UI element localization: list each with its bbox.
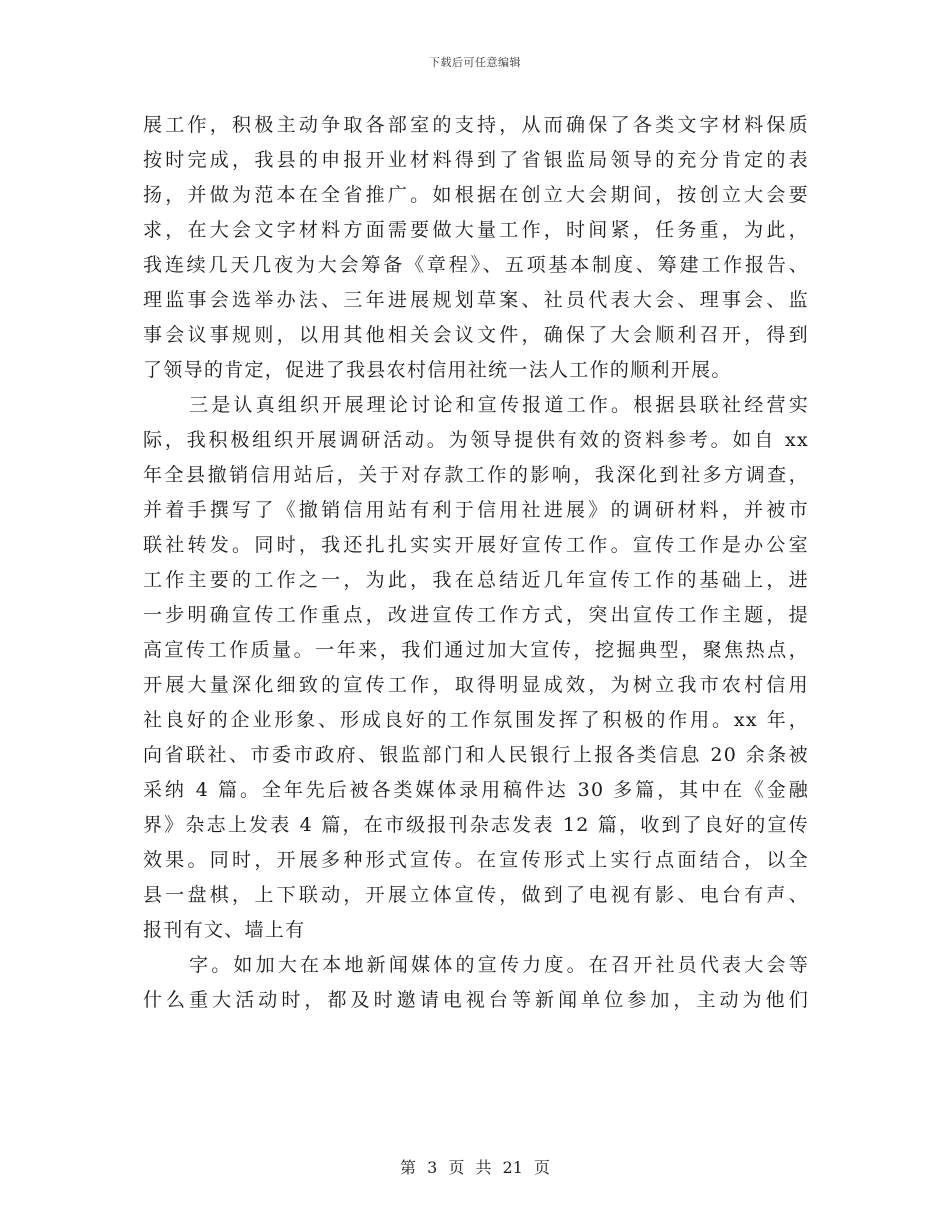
text-line: 年全县撤销信用站后，关于对存款工作的影响，我深化到社多方调查，	[143, 464, 809, 486]
text-line: 向省联社、市委市政府、银监部门和人民银行上报各类信息 20 余条被	[143, 744, 809, 766]
text-line: 高宣传工作质量。一年来，我们通过加大宣传，挖掘典型，聚焦热点，	[143, 639, 809, 661]
text-line: 按时完成，我县的申报开业材料得到了省银监局领导的充分肯定的表	[143, 149, 809, 171]
text-line: 理监事会选举办法、三年进展规划草案、社员代表大会、理事会、监	[143, 289, 809, 311]
paragraph-first-line: 字。如加大在本地新闻媒体的宣传力度。在召开社员代表大会等	[189, 954, 809, 976]
text-line: 并着手撰写了《撤销信用站有利于信用社进展》的调研材料，并被市	[143, 499, 809, 521]
paragraph-first-line: 三是认真组织开展理论讨论和宣传报道工作。根据县联社经营实	[189, 394, 809, 416]
text-line: 报刊有文、墙上有	[143, 919, 306, 941]
text-line: 求，在大会文字材料方面需要做大量工作，时间紧，任务重，为此，	[143, 219, 809, 241]
text-line: 什么重大活动时，都及时邀请电视台等新闻单位参加，主动为他们	[143, 989, 809, 1011]
text-line: 事会议事规则，以用其他相关会议文件，确保了大会顺利召开，得到	[143, 324, 809, 346]
text-line: 联社转发。同时，我还扎扎实实开展好宣传工作。宣传工作是办公室	[143, 534, 809, 556]
text-line: 采纳 4 篇。全年先后被各类媒体录用稿件达 30 多篇，其中在《金融	[143, 779, 809, 801]
text-line: 效果。同时，开展多种形式宣传。在宣传形式上实行点面结合，以全	[143, 849, 809, 871]
text-line: 我连续几天几夜为大会筹备《章程》、五项基本制度、筹建工作报告、	[143, 254, 809, 276]
text-line: 界》杂志上发表 4 篇，在市级报刊杂志发表 12 篇，收到了良好的宣传	[143, 814, 809, 836]
page-number: 第 3 页 共 21 页	[400, 1158, 550, 1177]
text-line: 一步明确宣传工作重点，改进宣传工作方式，突出宣传工作主题，提	[143, 604, 809, 626]
text-line: 了领导的肯定，促进了我县农村信用社统一法人工作的顺利开展。	[143, 359, 732, 381]
text-line: 社良好的企业形象、形成良好的工作氛围发挥了积极的作用。xx 年，	[143, 709, 809, 731]
text-line: 展工作，积极主动争取各部室的支持，从而确保了各类文字材料保质	[143, 114, 809, 136]
text-line: 县一盘棋，上下联动，开展立体宣传，做到了电视有影、电台有声、	[143, 884, 809, 906]
text-line: 开展大量深化细致的宣传工作，取得明显成效，为树立我市农村信用	[143, 674, 809, 696]
text-line: 际，我积极组织开展调研活动。为领导提供有效的资料参考。如自 xx	[143, 429, 809, 451]
text-line: 扬，并做为范本在全省推广。如根据在创立大会期间，按创立大会要	[143, 184, 809, 206]
text-line: 工作主要的工作之一，为此，我在总结近几年宣传工作的基础上，进	[143, 569, 809, 591]
page-header: 下载后可任意编辑	[429, 56, 521, 69]
document-body	[143, 108, 809, 1018]
